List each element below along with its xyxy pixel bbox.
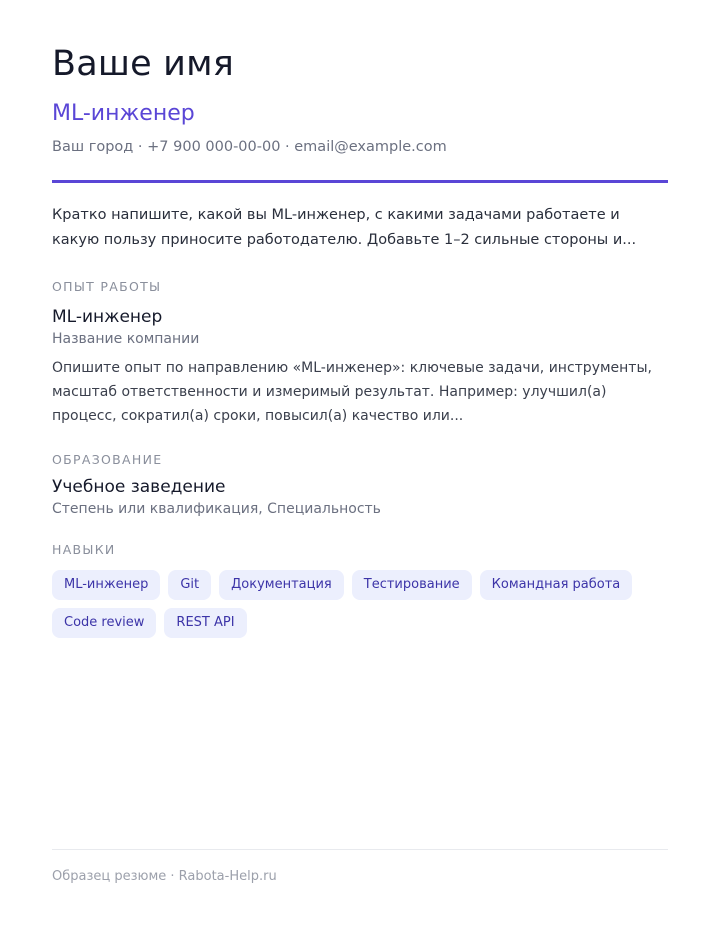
candidate-role: ML-инженер [52,101,195,126]
experience-company: Название компании [52,331,200,347]
footer-divider [52,849,668,850]
summary-text: Кратко напишите, какой вы ML-инженер, с какими задачами работаете и какую пользу приносите работодателю. Добавьте 1–2 сильные стороны и... [52,207,637,248]
experience-position: ML-инженер [52,307,163,327]
experience-description: Опишите опыт по направлению «ML-инженер»: ключевые задачи, инструменты, масштаб ответственности и измеримый результат. Например: улучшил(а) процесс, сократил(а) сроки, повысил(а) качество или... [52,360,652,424]
skill-chip: Code review [52,608,156,638]
section-title-education: ОБРАЗОВАНИЕ [52,452,163,467]
education-degree: Степень или квалификация, Специальность [52,501,381,517]
candidate-name: Ваше имя [52,44,234,84]
section-title-experience: ОПЫТ РАБОТЫ [52,279,162,294]
header-divider [52,180,668,183]
education-institution: Учебное заведение [52,477,226,497]
skills-list [52,570,668,638]
skill-chip: Тестирование [352,570,472,600]
contact-line: Ваш город · +7 900 000-00-00 · email@example.com [52,139,447,155]
skill-chip: ML-инженер [52,570,160,600]
section-title-skills: НАВЫКИ [52,542,116,557]
skill-chip: Документация [219,570,344,600]
skill-chip: Git [168,570,211,600]
skill-chip: REST API [164,608,246,638]
footer-text: Образец резюме · Rabota-Help.ru [52,869,277,884]
resume-page [52,0,668,936]
skill-chip: Командная работа [480,570,633,600]
